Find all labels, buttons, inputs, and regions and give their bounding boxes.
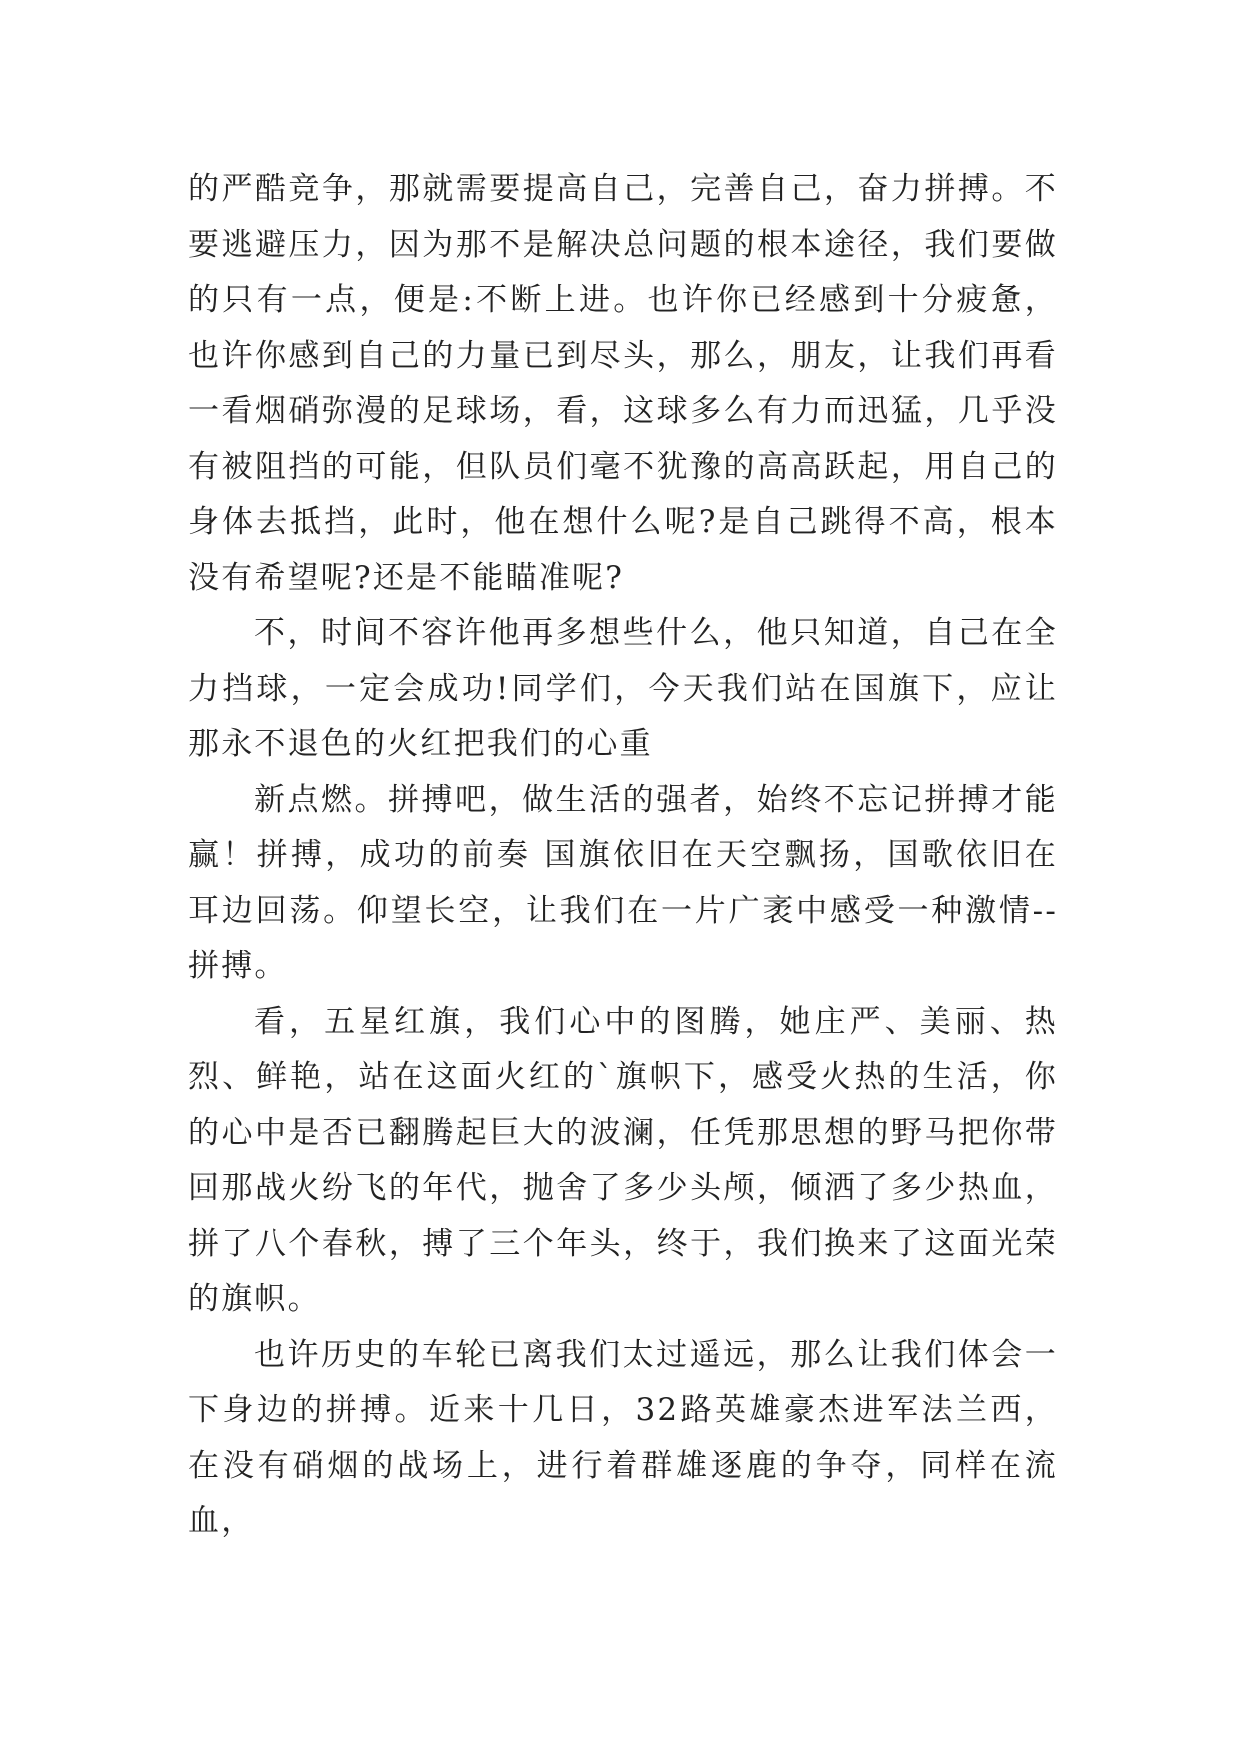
paragraph-5: 也许历史的车轮已离我们太过遥远，那么让我们体会一下身边的拼搏。近来十几日，32路英雄豪杰进军法兰西，在没有硝烟的战场上，进行着群雄逐鹿的争夺，同样在流血，: [188, 1336, 1058, 1539]
paragraph-2: 不，时间不容许他再多想些什么，他只知道，自己在全力挡球，一定会成功!同学们，今天我们站在国旗下，应让那永不退色的火红把我们的心重: [188, 615, 1058, 762]
paragraph-1: 的严酷竞争，那就需要提高自己，完善自己，奋力拼搏。不要逃避压力，因为那不是解决总问题的根本途径，我们要做的只有一点，便是:不断上进。也许你已经感到十分疲惫，也许你感到自己的力量已到尽头，那么，朋友，让我们再看一看烟硝弥漫的足球场，看，这球多么有力而迅猛，几乎没有被阻挡的可能，但队员们毫不犹豫的高高跃起，用自己的身体去抵挡，此时，他在想什么呢?是自己跳得不高，根本没有希望呢?还是不能瞄准呢?: [188, 171, 1058, 596]
document-body: [188, 162, 1058, 1550]
paragraph-3: 新点燃。拼搏吧，做生活的强者，始终不忘记拼搏才能赢！拼搏，成功的前奏 国旗依旧在天空飘扬，国歌依旧在耳边回荡。仰望长空，让我们在一片广袤中感受一种激情--拼搏。: [188, 781, 1058, 984]
paragraph-4: 看，五星红旗，我们心中的图腾，她庄严、美丽、热烈、鲜艳，站在这面火红的`旗帜下，感受火热的生活，你的心中是否已翻腾起巨大的波澜，任凭那思想的野马把你带回那战火纷飞的年代，抛舍了多少头颅，倾洒了多少热血，拼了八个春秋，搏了三个年头，终于，我们换来了这面光荣的旗帜。: [188, 1003, 1058, 1317]
